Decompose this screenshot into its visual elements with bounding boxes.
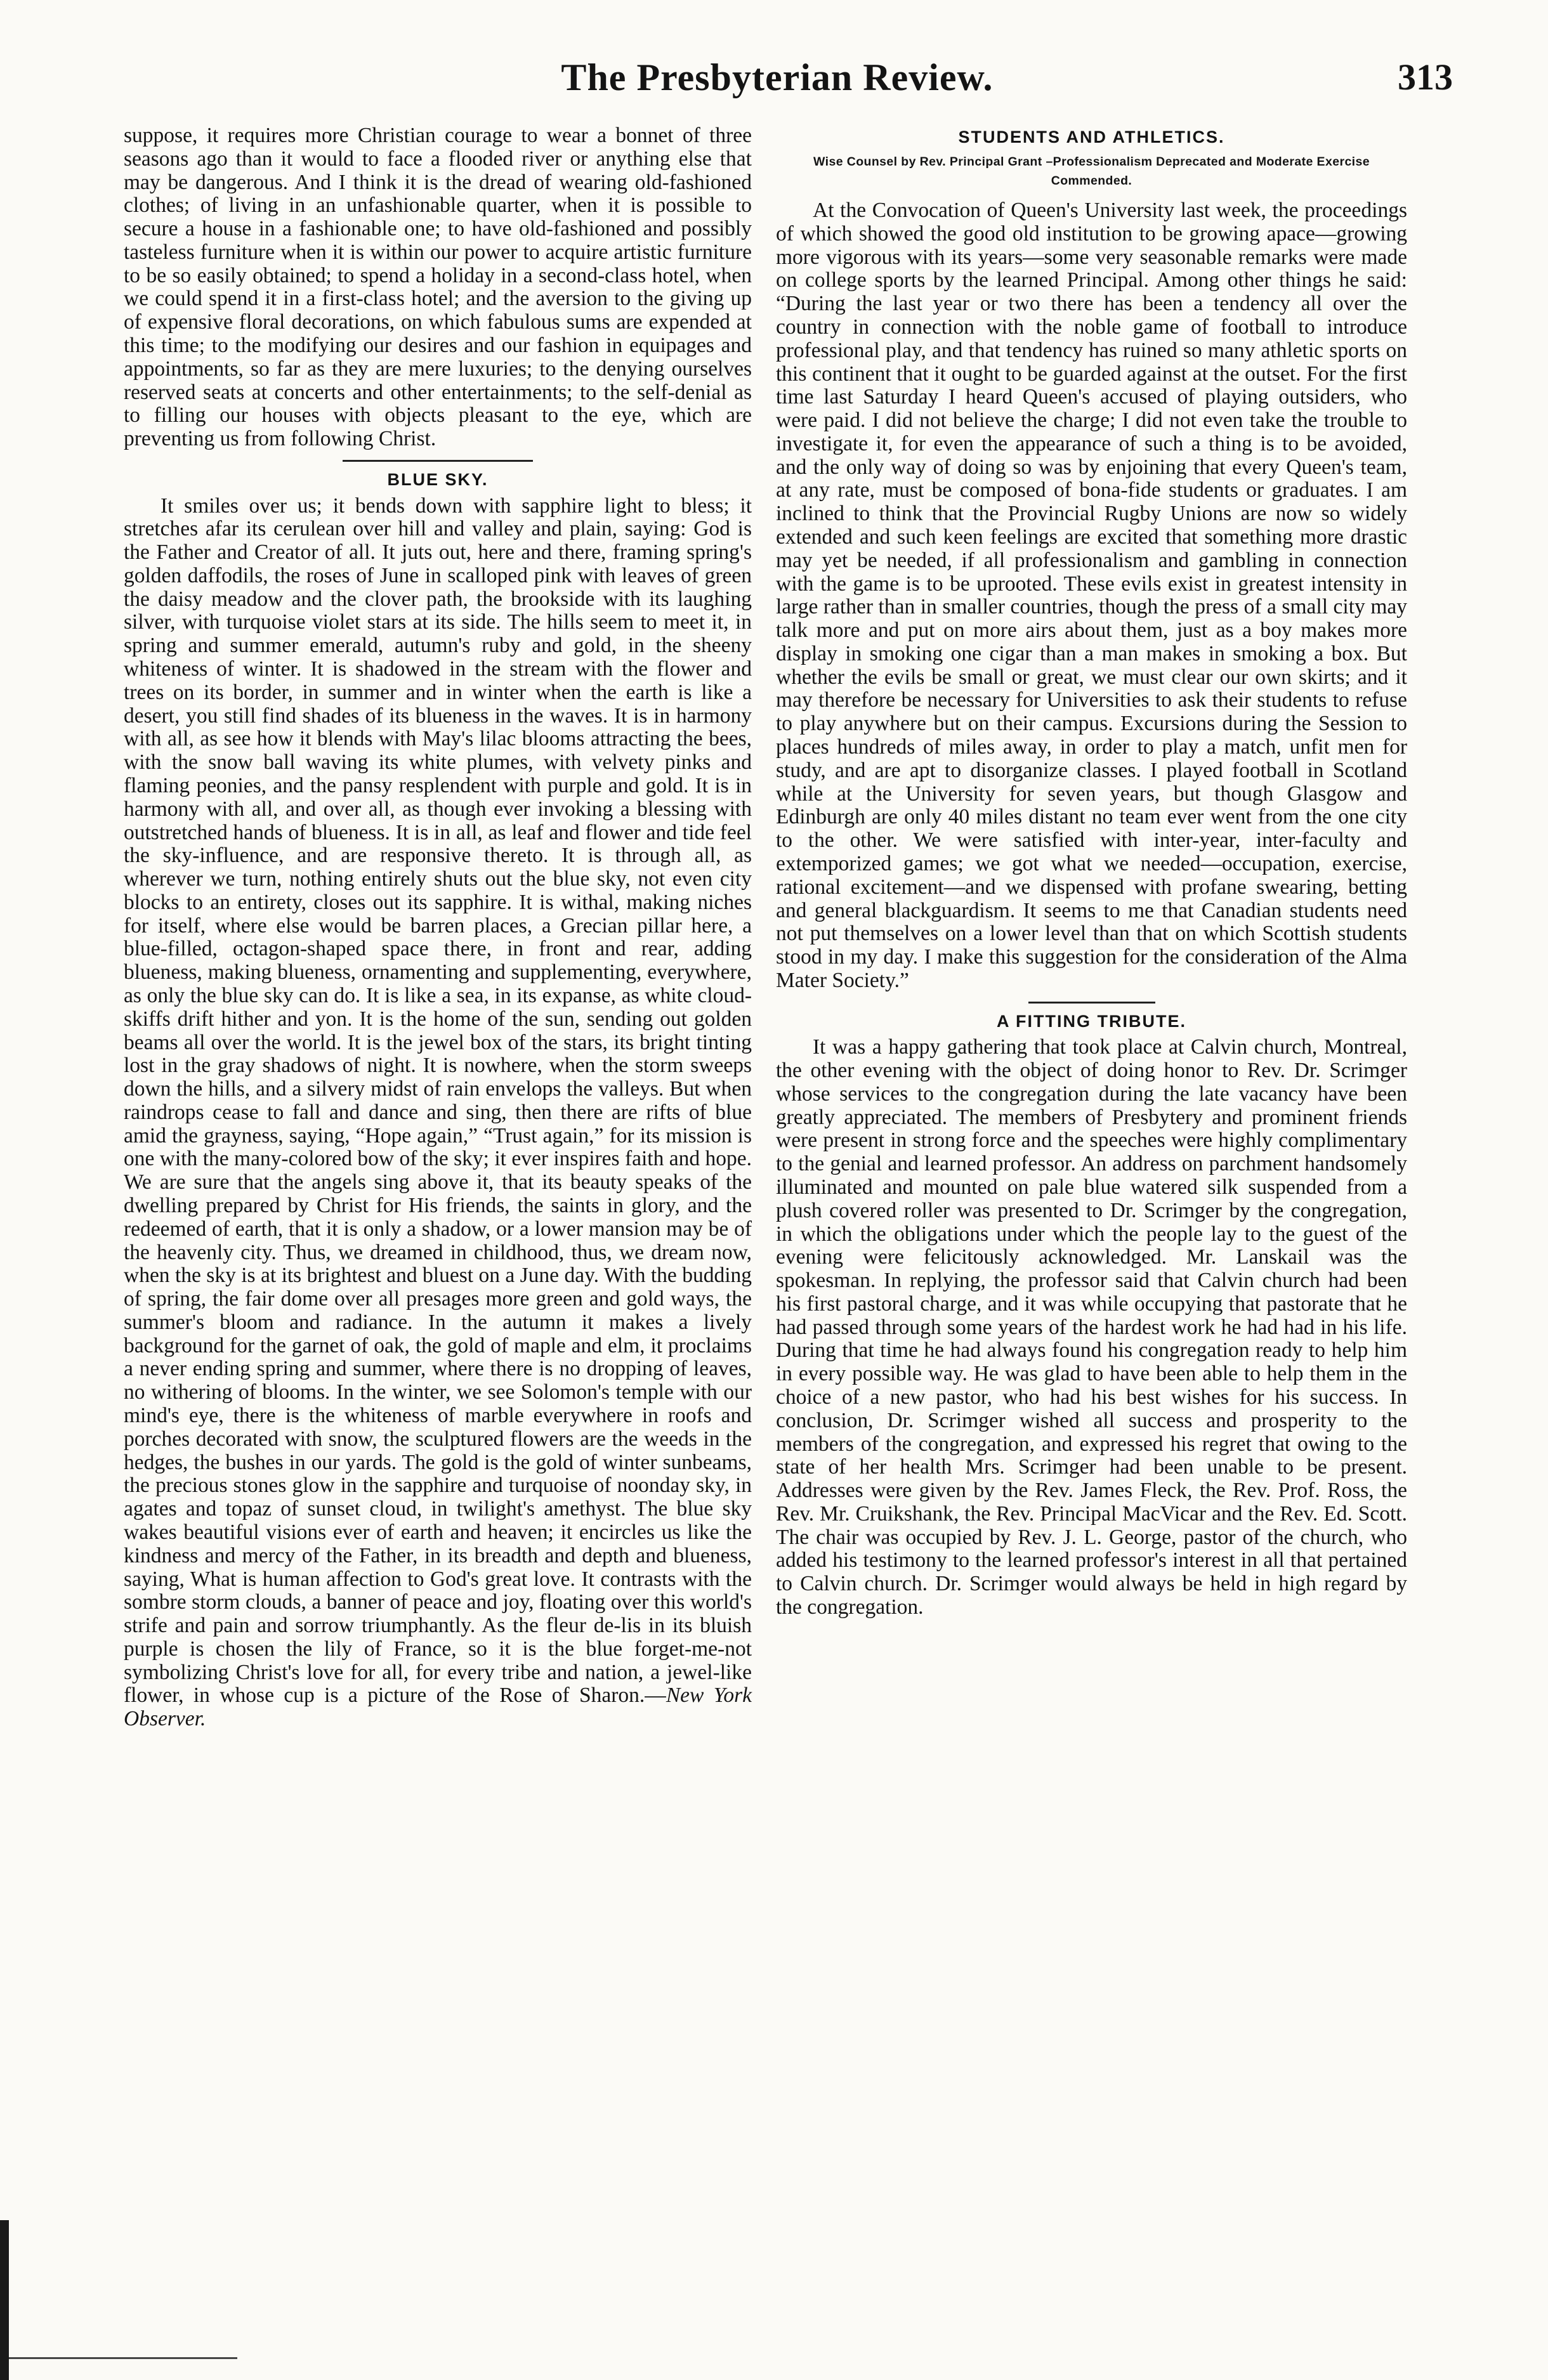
section-divider <box>343 460 533 462</box>
blue-sky-source: New York Observer. <box>124 1684 752 1731</box>
tribute-article: It was a happy gathering that took place at Calvin church, Montreal, the other evening with the object of doing honor to Rev. Dr. Scrimger whose services to the congregation during the late vacancy have been greatly appreciated. The members of Presbytery and prominent friends were present in strong force and the speeches were highly complimentary to the genial and learned professor. An address on parchment handsomely illuminated and mounted on pale blue watered silk suspended from a plush covered roller was presented to Dr. Scrimger by the congregation, in which the obligations under which the people lay to the guest of the evening were felicitously acknowledged. Mr. Lanskail was the spokesman. In replying, the professor said that Calvin church had been his first pastoral charge, and it was while occupying that pastorate that he had passed through some years of the hardest work he had had in his life. During that time he had always found his congregation ready to help him in every possible way. He was glad to have been able to help them in the choice of a new pastor, who had his best wishes for his success. In conclusion, Dr. Scrimger wished all success and prosperity to the members of the congregation, and expressed his regret that owing to the state of her health Mrs. Scrimger had been unable to be present. Addresses were given by the Rev. James Fleck, the Rev. Prof. Ross, the Rev. Mr. Cruikshank, the Rev. Principal MacVicar and the Rev. Ed. Scott. The chair was occupied by Rev. J. L. George, pastor of the church, who added his testimony to the learned professor's interest in all that pertained to Calvin church. Dr. Scrimger would always be held in high regard by the congregation. <box>776 1035 1407 1619</box>
right-column <box>776 124 1407 1619</box>
binding-edge-mark <box>0 2220 9 2380</box>
blue-sky-text: It smiles over us; it bends down with sapphire light to bless; it stretches afar its cerulean over hill and valley and plain, saying: God is the Father and Creator of all. It juts out, here and there, framing spring's golden daffodils, the roses of June in scalloped pink with leaves of green the daisy meadow and the clover path, the brookside with its laughing silver, with turquoise violet stars at its side. The hills seem to meet it, in spring and summer emerald, autumn's ruby and gold, in the sheeny whiteness of winter. It is shadowed in the stream with the flower and trees on its border, in summer and in winter when the earth is like a desert, you still find shades of its blueness in the waves. It is in harmony with all, as see how it blends with May's lilac blooms attracting the bees, with the snow ball waving its white plumes, with velvety pinks and flaming peonies, and the pansy resplendent with purple and gold. It is in harmony with all, and over all, as though ever invoking a blessing with outstretched hands of blueness. It is in all, as leaf and flower and tide feel the sky-influence, and are responsive thereto. It is through all, as wherever we turn, nothing entirely shuts out the blue sky, not even city blocks to an entirety, closes out its sapphire. It is withal, making niches for itself, where else would be barren places, a Grecian pillar here, a blue-filled, octagon-shaped space there, in front and rear, adding blueness, making blueness, ornamenting and supplementing, everywhere, as only the blue sky can do. It is like a sea, in its expanse, as white cloud-skiffs drift hither and yon. It is the home of the sun, sending out golden beams all over the world. It is the jewel box of the stars, its bright tinting lost in the gray shadows of night. It is nowhere, when the storm sweeps down the hills, and a silvery midst of rain envelops the valleys. But when raindrops cease to fall and dance and sing, then there are rifts of blue amid the grayness, saying, “Hope again,” “Trust again,” for its mission is one with the many-colored bow of the sky; it ever inspires faith and hope. We are sure that the angels sing above it, that its beauty speaks of the dwelling prepared by Christ for His friends, the saints in glory, and the redeemed of earth, that it is only a shadow, or a lower mansion may be of the heavenly city. Thus, we dreamed in childhood, thus, we dream now, when the sky is at its brightest and bluest on a June day. With the budding of spring, the fair dome over all presages more green and gold ways, the summer's bloom and radiance. In the autumn it makes a lively background for the garnet of oak, the gold of maple and elm, it proclaims a never ending spring and summer, where there is no dropping of leaves, no withering of blooms. In the winter, we see Solomon's temple with our mind's eye, there is the whiteness of marble everywhere in roofs and porches decorated with snow, the sculptured flowers are the weeds in the hedges, the bushes in our yards. The gold is the gold of winter sunbeams, the precious stones glow in the sapphire and turquoise of noonday sky, in agates and topaz of sunset cloud, in twilight's amethyst. The blue sky wakes beautiful visions ever of earth and heaven; it encircles us like the kindness and mercy of the Father, in its breadth and depth and blueness, saying, What is human affection to God's great love. It contrasts with the sombre storm clouds, a banner of peace and joy, floating over this world's strife and pain and sorrow triumphantly. As the fleur de-lis in its bluish purple is chosen the lily of France, so it is the blue forget-me-not symbolizing Christ's love for all, for every tribe and nation, a jewel-like flower, in whose cup is a picture of the Rose of Sharon.— <box>124 494 752 1708</box>
students-heading: STUDENTS AND ATHLETICS. <box>958 128 1225 147</box>
students-article: At the Convocation of Queen's University last week, the proceedings of which showed the good old institution to be growing apace—growing more vigorous with its years—some very seasonable remarks were made on college sports by the learned Principal. Among other things he said: “During the last year or two there has been a tendency all over the country in connection with the noble game of football to introduce professional play, and that tendency has ruined so many athletic sports on this continent that it ought to be guarded against at the outset. For the first time last Saturday I heard Queen's accused of playing outsiders, who were paid. I did not believe the charge; I did not even take the trouble to investigate it, for even the appearance of such a thing is to be avoided, and the only way of doing so was by enjoining that every Queen's team, at any rate, must be composed of bona-fide students or graduates. I am inclined to think that the Provincial Rugby Unions are now so widely extended and such keen feelings are excited that something more drastic may yet be needed, if all professionalism and gambling in connection with the game is to be uprooted. These evils exist in greatest intensity in large rather than in smaller countries, though the press of a small city may talk more and put on more airs about them, just as a boy makes more display in smoking one cigar than a man makes in smoking a box. But whether the evils be small or great, we must clear our own skirts; and it may therefore be necessary for Universities to ask their students to refuse to play anywhere but on their campus. Excursions during the Session to places hundreds of miles away, in order to play a match, unfit men for study, and are apt to disorganize classes. I played football in Scotland while at the University for seven years, but though Glasgow and Edinburgh are only 40 miles distant no team ever went from the one city to the other. We were satisfied with inter-year, inter-faculty and extemporized games; we got what we needed—occupation, exercise, rational excitement—and we dispensed with profane swearing, betting and general blackguardism. It seems to me that Canadian students need not put themselves on a lower level than that on which Scottish students stood in my day. I make this suggestion for the consideration of the Alma Mater Society.” <box>776 199 1407 992</box>
page-number: 313 <box>1398 56 1453 98</box>
left-column <box>124 124 752 1731</box>
scan-artifact <box>9 2357 237 2359</box>
masthead <box>102 56 1453 107</box>
tribute-heading: A FITTING TRIBUTE. <box>997 1011 1186 1031</box>
blue-sky-article <box>124 495 752 1731</box>
section-divider <box>1028 1002 1155 1004</box>
students-subheading: Wise Counsel by Rev. Principal Grant –Professionalism Deprecated and Moderate Exercise Commended. <box>813 154 1370 188</box>
journal-title: The Presbyterian Review. <box>561 56 994 98</box>
blue-sky-heading: BLUE SKY. <box>387 469 489 489</box>
opening-paragraph: suppose, it requires more Christian courage to wear a bonnet of three seasons ago than it would to face a flooded river or anything else that may be dangerous. And I think it is the dread of wearing old-fashioned clothes; of living in an unfashionable quarter, when it is possible to secure a house in a fashionable one; to have old-fashioned and possibly tasteless furniture when it is within our power to acquire artistic furniture to be so easily obtained; to spend a holiday in a second-class hotel, when we could spend it in a first-class hotel; and the aversion to the giving up of expensive floral decorations, on which fabulous sums are expended at this time; to the modifying our desires and our fashion in equipages and appointments, so far as they are mere luxuries; to the denying ourselves reserved seats at concerts and other entertainments; to the self-denial as to filling our houses with objects pleasant to the eye, which are preventing us from following Christ. <box>124 124 752 451</box>
